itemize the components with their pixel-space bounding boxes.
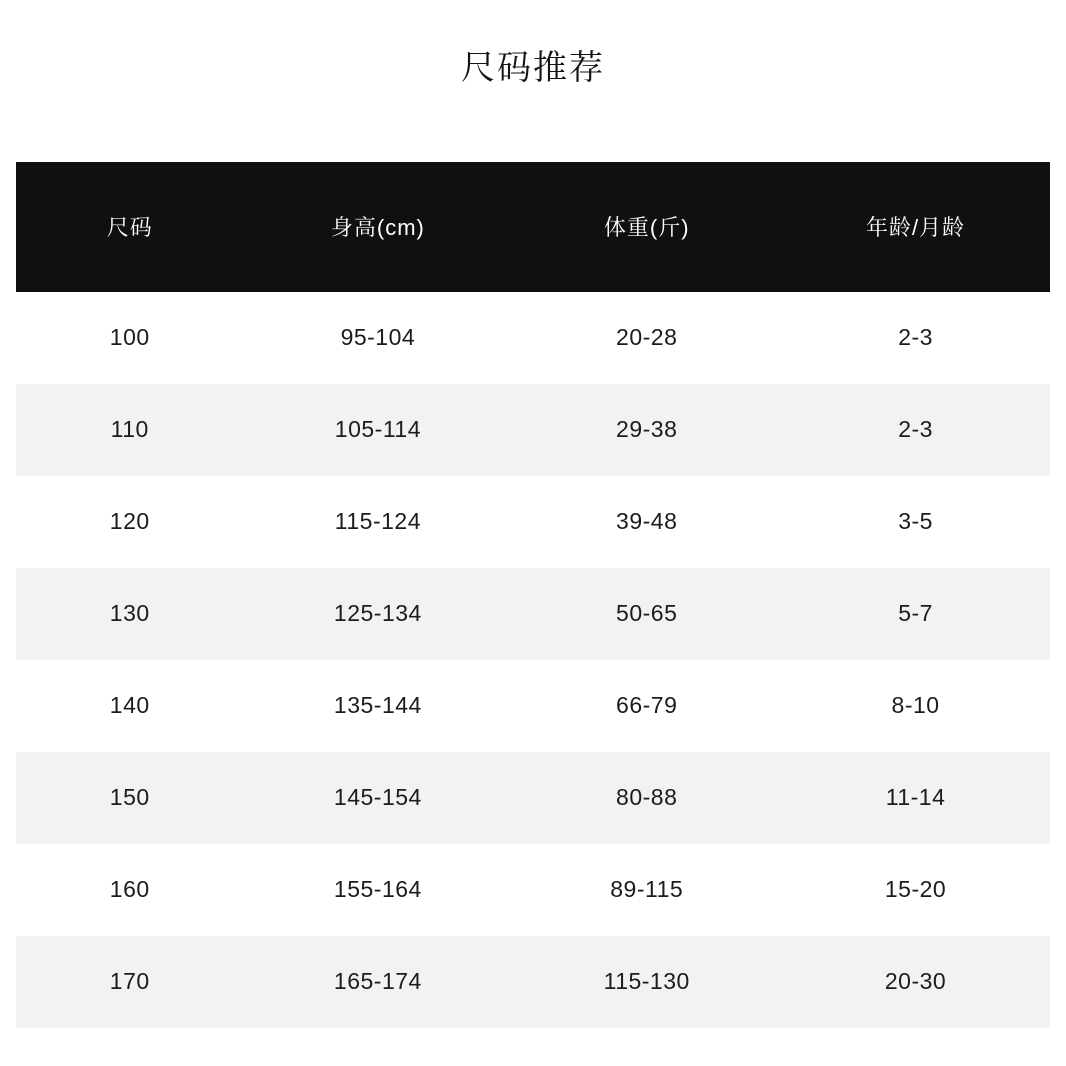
cell-weight: 115-130 [603, 968, 690, 995]
cell-size: 100 [109, 324, 150, 351]
cell-weight: 89-115 [610, 876, 684, 903]
cell-size: 170 [109, 968, 150, 995]
cell-age: 5-7 [898, 600, 933, 627]
cell-height: 165-174 [333, 968, 422, 995]
cell-size: 130 [109, 600, 150, 627]
table-row [16, 568, 1050, 660]
table-row [16, 476, 1050, 568]
table-header [16, 162, 1050, 292]
cell-weight: 80-88 [616, 784, 678, 811]
cell-age: 8-10 [891, 692, 940, 719]
cell-size: 110 [110, 416, 149, 443]
cell-size: 140 [109, 692, 150, 719]
cell-height: 135-144 [333, 692, 422, 719]
table-row [16, 660, 1050, 752]
cell-age: 15-20 [884, 876, 947, 903]
cell-age: 20-30 [884, 968, 947, 995]
cell-height: 145-154 [333, 784, 422, 811]
cell-age: 11-14 [885, 784, 946, 811]
cell-size: 160 [109, 876, 150, 903]
column-header-size: 尺码 [106, 215, 153, 241]
cell-weight: 39-48 [616, 508, 678, 535]
cell-height: 95-104 [340, 324, 416, 351]
cell-weight: 66-79 [616, 692, 678, 719]
table-row [16, 384, 1050, 476]
cell-age: 2-3 [898, 324, 933, 351]
cell-height: 105-114 [334, 416, 421, 443]
table-body [16, 292, 1050, 1028]
size-table-container [16, 162, 1050, 1028]
cell-height: 155-164 [333, 876, 422, 903]
page-title: 尺码推荐 [461, 49, 605, 87]
cell-size: 120 [109, 508, 150, 535]
column-header-height: 身高(cm) [330, 215, 425, 241]
cell-size: 150 [109, 784, 150, 811]
cell-weight: 50-65 [616, 600, 678, 627]
cell-weight: 20-28 [616, 324, 678, 351]
column-header-age: 年龄/月龄 [866, 215, 966, 241]
table-row [16, 844, 1050, 936]
cell-age: 3-5 [898, 508, 933, 535]
table-row [16, 292, 1050, 384]
size-recommendation-table [16, 162, 1050, 1028]
table-row [16, 752, 1050, 844]
table-row [16, 936, 1050, 1028]
cell-height: 115-124 [334, 508, 421, 535]
cell-weight: 29-38 [616, 416, 678, 443]
cell-age: 2-3 [898, 416, 933, 443]
column-header-weight: 体重(斤) [603, 215, 690, 241]
table-header-row [16, 162, 1050, 292]
cell-height: 125-134 [333, 600, 422, 627]
